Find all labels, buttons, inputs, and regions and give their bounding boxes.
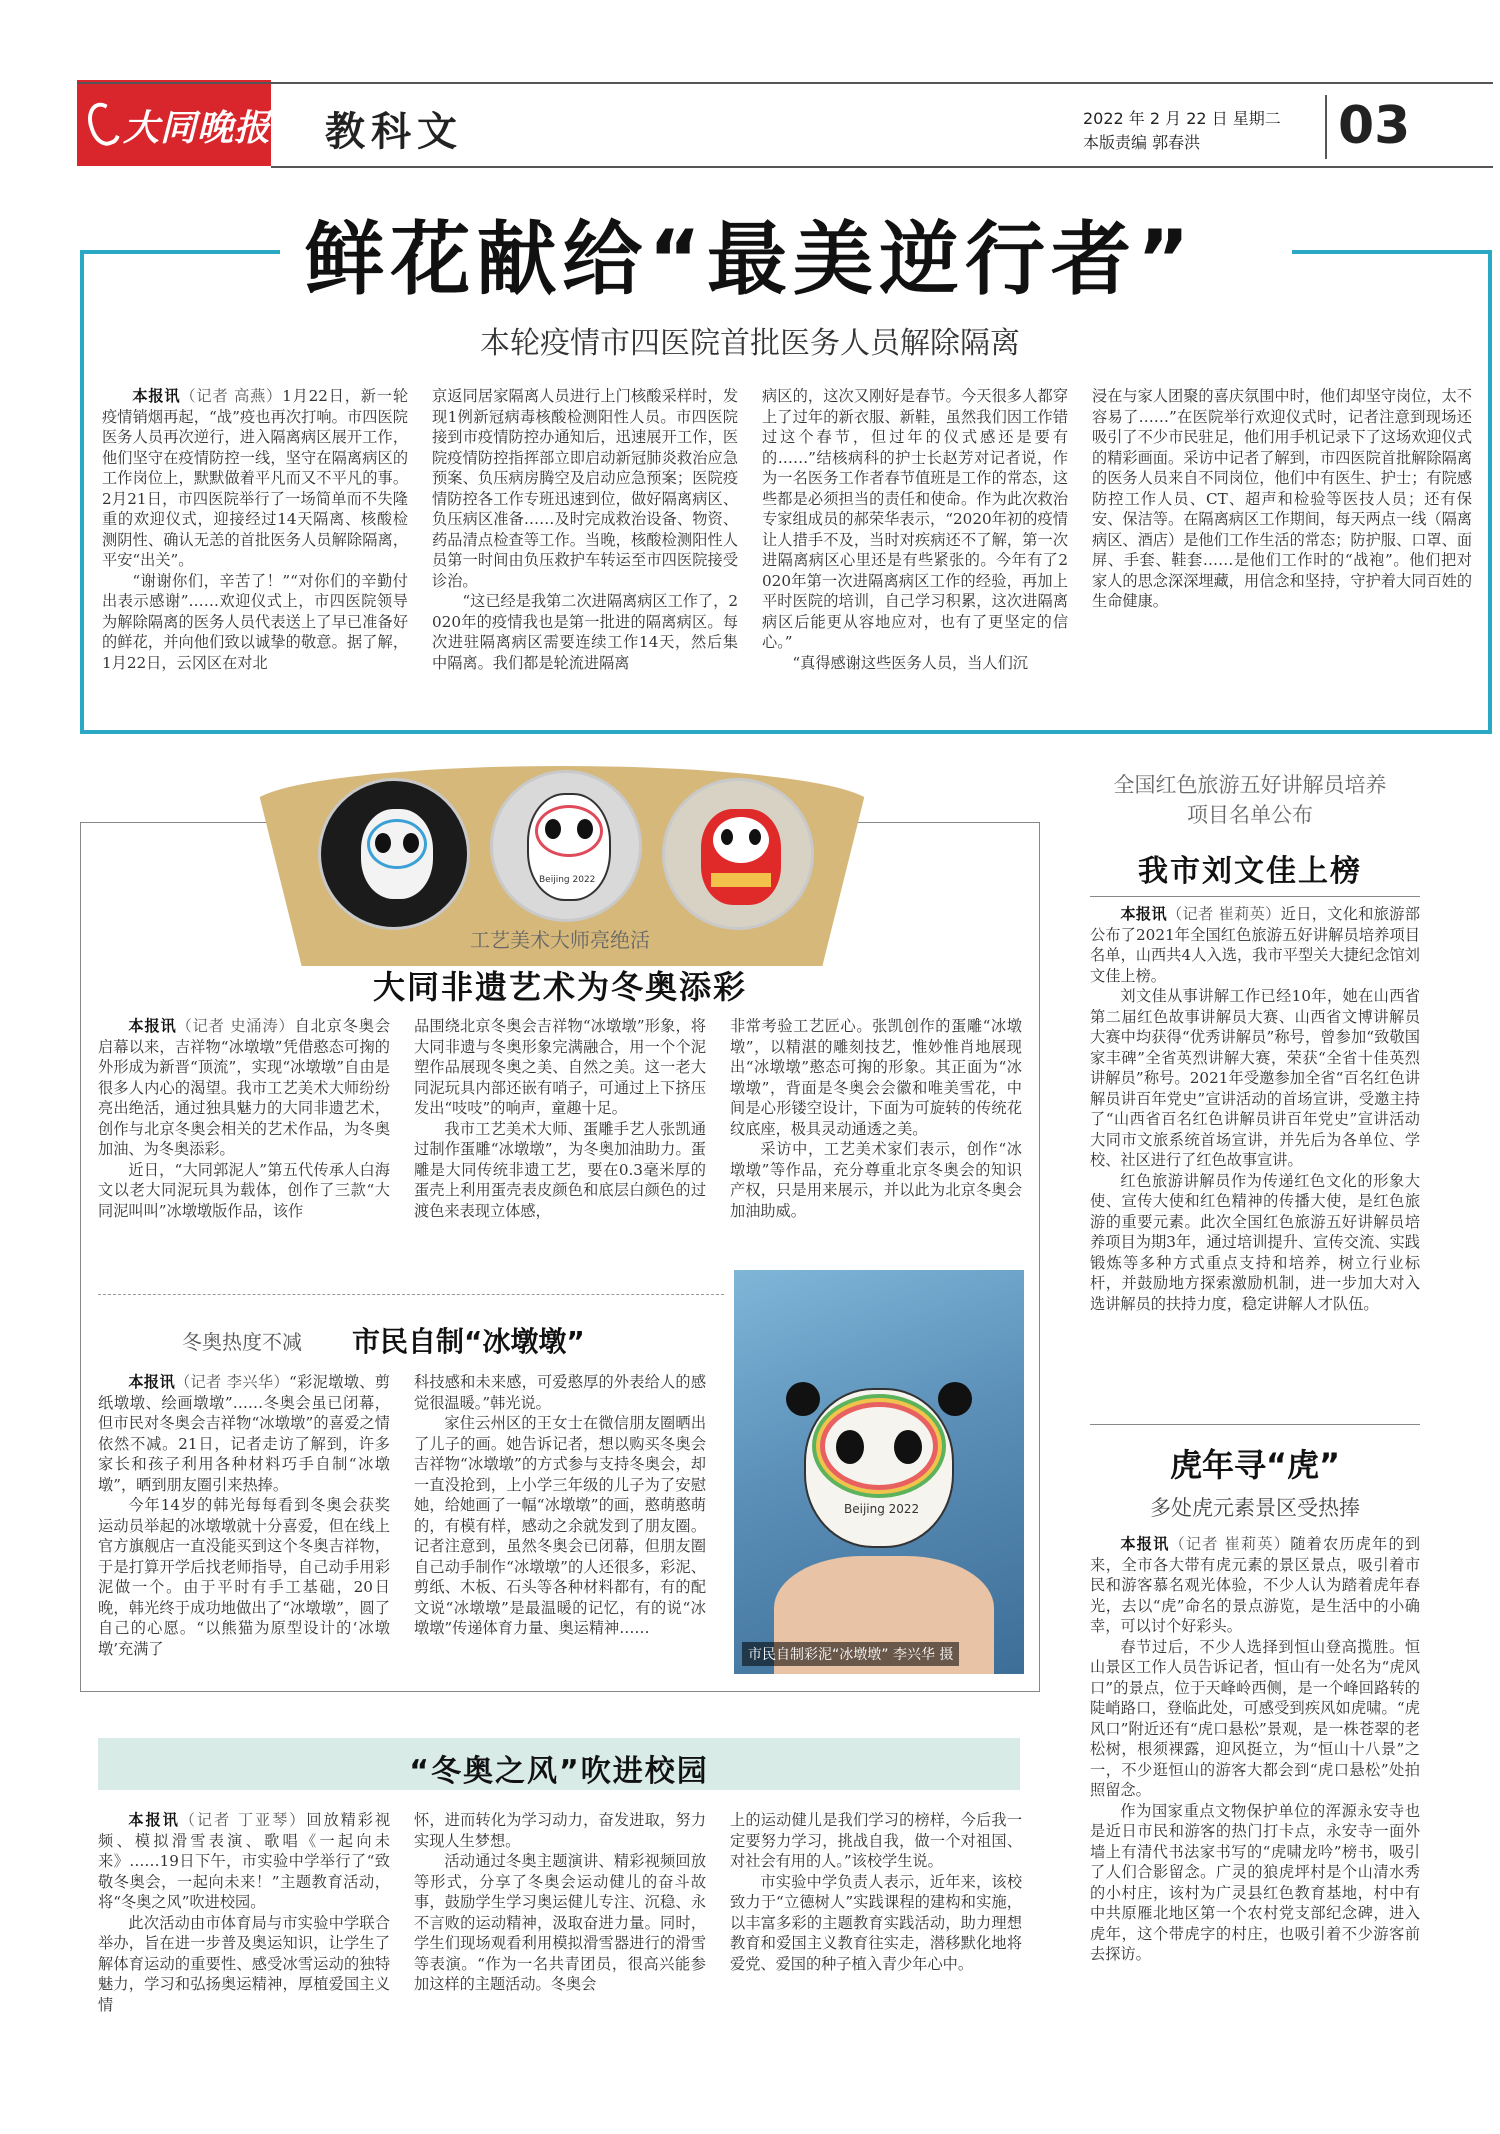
article4-col1 xyxy=(98,1810,390,2090)
article2-byline: （记者 史涌涛） xyxy=(176,1017,295,1035)
masthead-logo xyxy=(77,80,271,166)
article3-photo xyxy=(734,1270,1024,1674)
article1-byline: （记者 高燕） xyxy=(180,387,283,405)
article6-byline: （记者 崔莉英） xyxy=(1169,1535,1291,1553)
article6-title: 虎年寻“虎” xyxy=(1169,1446,1341,1484)
article3-kicker: 冬奥热度不减 xyxy=(182,1330,302,1354)
article2-col3-text: 非常考验工艺匠心。张凯创作的蛋雕“冰墩墩”，以精湛的雕刻技艺，惟妙惟肖地展现出“冰墩墩”憨态可掬的形象。其正面为“冰墩墩”，背面是冬奥会会徽和唯美雪花，中间是心形镂空设计，下面为可旋转的传统花纹底座，极具灵动通透之美。 xyxy=(730,1017,1022,1138)
article1-subtitle: 本轮疫情市四医院首批医务人员解除隔离 xyxy=(480,326,1020,361)
article3-col1b-text: 今年14岁的韩光每每看到冬奥会获奖运动员举起的冰墩墩就十分喜爱，但在线上官方旗舰店一直没能买到这个冬奥吉祥物，于是打算开学后找老师指导，自己动手用彩泥做一个。由于平时有手工基础，20日晚，韩光终于成功地做出了“冰墩墩”，圆了自己的心愿。“以熊猫为原型设计的‘冰墩墩’充满了 xyxy=(98,1496,390,1658)
article2-kicker: 工艺美术大师亮绝活 xyxy=(470,928,650,952)
date-line: 2022 年 2 月 22 日 星期二 xyxy=(1083,109,1281,128)
article6-col1b-text: 春节过后，不少人选择到恒山登高揽胜。恒山景区工作人员告诉记者，恒山有一处名为“虎风口”的景点，位于天峰岭西侧，是一个峰回路转的陡峭路口，登临此处，可感受到疾风如虎啸。“虎风口”附近还有“虎口悬松”景观，是一株苍翠的老松树，根须裸露，迎风挺立，为“恒山十八景”之一，不少逛恒山的游客大都会到“虎口悬松”处拍照留念。 xyxy=(1090,1637,1420,1799)
article1-col1b-text: “谢谢你们，辛苦了！”“对你们的辛勤付出表示感谢”……欢迎仪式上，市四医院领导为解除隔离的医务人员代表送上了早已准备好的鲜花，并向他们致以诚挚的敬意。据了解，1月22日，云冈区在对北 xyxy=(102,571,408,672)
article3-col2 xyxy=(414,1372,706,1672)
article1-title: 鲜花献给“最美逆行者” xyxy=(304,213,1196,306)
article3-lead: 本报讯 xyxy=(128,1373,176,1391)
article3-col2-text: 科技感和未来感，可爱憨厚的外表给人的感觉很温暖。”韩光说。 xyxy=(414,1373,706,1412)
article5-col1-text: 近日，文化和旅游部公布了2021年全国红色旅游五好讲解员培养项目名单，山西共4人入选，我市平型关大捷纪念馆刘文佳上榜。 xyxy=(1090,905,1420,985)
logo-emblem-icon xyxy=(82,98,125,150)
article3-title: 市民自制“冰墩墩” xyxy=(352,1325,585,1358)
article1-col2-text: 京返同居家隔离人员进行上门核酸采样时，发现1例新冠病毒核酸检测阳性人员。市四医院接到市疫情防控办通知后，迅速展开工作，医院疫情防控指挥部立即启动新冠肺炎救治应急预案、负压病房腾空及启动应急预案；医院疫情防控各工作专班迅速到位，做好隔离病区、负压病区准备……及时完成救治设备、物资、药品清点检查等工作。当晚，核酸检测阳性人员第一时间由负压救护车转运至市四医院接受诊治。 xyxy=(432,387,738,590)
article3-photo-caption: 市民自制彩泥“冰墩墩” 李兴华 摄 xyxy=(742,1642,959,1666)
article1-col2b-text: “这已经是我第二次进隔离病区工作了，2020年的疫情我也是第一批进的隔离病区。每次进驻隔离病区需要连续工作14天，然后集中隔离。我们都是轮流进隔离 xyxy=(432,592,738,672)
article5-byline: （记者 崔莉英） xyxy=(1166,905,1281,923)
article5-title: 我市刘文佳上榜 xyxy=(1138,854,1362,889)
article2-col1b-text: 近日，“大同郭泥人”第五代传承人白海文以老大同泥玩具为载体，创作了三款“大同泥叫叫”冰墩墩版作品，该作 xyxy=(98,1160,390,1220)
article4-byline: （记者 丁亚琴） xyxy=(179,1811,307,1829)
article2-lead: 本报讯 xyxy=(128,1017,177,1035)
article4-col2 xyxy=(414,1810,706,2090)
article4-col3-text: 上的运动健儿是我们学习的榜样，今后我一定要努力学习，挑战自我，做一个对祖国、对社会有用的人。”该校学生说。 xyxy=(730,1811,1022,1870)
article5-col1 xyxy=(1090,904,1420,1404)
dwen-photo-right xyxy=(662,778,814,930)
dwen-photo-left xyxy=(318,778,470,930)
article3-col1-text: “彩泥墩墩、剪纸墩墩、绘画墩墩”……冬奥会虽已闭幕，但市民对冬奥会吉祥物“冰墩墩”的喜爱之情依然不减。21日，记者走访了解到，许多家长和孩子利用各种材料巧手自制“冰墩墩”，晒到朋友圈引来热捧。 xyxy=(98,1373,390,1494)
article1-col1-text: 1月22日，新一轮疫情销烟再起，“战”疫也再次打响。市四医院医务人员再次逆行，进入隔离病区展开工作，他们坚守在疫情防控一线，坚守在隔离病区的工作岗位上，默默做着平凡而又不平凡的事。2月21日，市四医院举行了一场简单而不失隆重的欢迎仪式，迎接经过14天隔离、核酸检测阴性、确认无恙的首批医务人员解除隔离，平安“出关”。 xyxy=(102,387,408,569)
article1-col3b-text: “真得感谢这些医务人员，当人们沉 xyxy=(792,653,1028,672)
article2-col1-text: 自北京冬奥会启幕以来，吉祥物“冰墩墩”凭借憨态可掬的外形成为新晋“顶流”，实现“冰墩墩”自由是很多人内心的渴望。我市工艺美术大师纷纷亮出绝活，通过独具魅力的大同非遗艺术，创作与北京冬奥会相关的艺术作品，为冬奥加油、为冬奥添彩。 xyxy=(98,1017,390,1158)
article3-col1 xyxy=(98,1372,390,1672)
article4-col3 xyxy=(730,1810,1022,2090)
article3-photo-label: Beijing 2022 xyxy=(844,1502,920,1516)
article2-col2b-text: 我市工艺美术大师、蛋雕手艺人张凯通过制作蛋雕“冰墩墩”，为冬奥加油助力。蛋雕是大同传统非遗工艺，要在0.3毫米厚的蛋壳上利用蛋壳表皮颜色和底层白颜色的过渡色来表现立体感， xyxy=(414,1119,706,1220)
article4-title: “冬奥之风”吹进校园 xyxy=(409,1754,709,1789)
article1-col3-text: 病区的，这次又刚好是春节。今天很多人都穿上了过年的新衣服、新鞋，虽然我们因工作错过这个春节，但过年的仪式感还是要有的……”结核病科的护士长赵芳对记者说，作为一名医务工作者春节值班是工作的常态，这些都是必须担当的责任和使命。作为此次救治专家组成员的郝荣华表示，“2020年初的疫情让人措手不及，当时对疾病还不了解，第一次进隔离病区心里还是有些紧张的。今年有了2020年第一次进隔离病区工作的经验，再加上平时医院的培训，自己学习积累，这次进隔离病区后能更从容地应对，也有了更坚定的信心。” xyxy=(762,387,1068,651)
article6-col1c-text: 作为国家重点文物保护单位的浑源永安寺也是近日市民和游客的热门打卡点，永安寺一面外墙上有清代书法家书写的“虎啸龙吟”榜书，吸引了人们合影留念。广灵的狼虎坪村是个山清水秀的小村庄，该村为广灵县红色教育基地，村中有中共原雁北地区第一个农村党支部纪念碑，进入虎年，这个带虎字的村庄，也吸引着不少游客前去探访。 xyxy=(1090,1801,1420,1963)
article2-col1 xyxy=(98,1016,390,1266)
article2-col3b-text: 采访中，工艺美术家们表示，创作“冰墩墩”等作品，充分尊重北京冬奥会的知识产权，只是用来展示，并以此为北京冬奥会加油助威。 xyxy=(730,1140,1022,1220)
article5-lead: 本报讯 xyxy=(1120,905,1167,923)
article6-col1-text: 随着农历虎年的到来，全市各大带有虎元素的景区景点，吸引着市民和游客慕名观光体验，不少人认为踏着虎年春光，去以“虎”命名的景点游览，是生活中的小确幸，可以讨个好彩头。 xyxy=(1090,1535,1420,1635)
logo-text: 大同晚报 xyxy=(123,107,272,149)
article1-col4 xyxy=(1092,386,1472,716)
article1-col3 xyxy=(762,386,1068,716)
editor-line: 本版责编 郭春洪 xyxy=(1083,133,1201,152)
article1-col1 xyxy=(102,386,408,716)
article1-col4-text: 浸在与家人团聚的喜庆氛围中时，他们却坚守岗位，太不容易了……”在医院举行欢迎仪式时，记者注意到现场还吸引了不少市民驻足，他们用手机记录下了这场欢迎仪式的精彩画面。采访中记者了解到，市四医院首批解除隔离的医务人员来自不同岗位，他们中有医生、护士；有院感防控工作人员、CT、超声和检验等医技人员；还有保安、保洁等。在隔离病区工作期间，每天两点一线（隔离病区、酒店）是他们工作生活的常态；防护服、口罩、面屏、手套、鞋套……是他们工作时的“战袍”。他们把对家人的思念深深埋藏，用信念和坚持，守护着大同百姓的生命健康。 xyxy=(1092,387,1472,610)
article2-col2 xyxy=(414,1016,706,1266)
dwen-photo-center xyxy=(490,770,642,922)
article6-col1 xyxy=(1090,1534,1420,2100)
article6-subtitle: 多处虎元素景区受热捧 xyxy=(1150,1496,1360,1520)
article4-col1-text: 回放精彩视频、模拟滑雪表演、歌唱《一起向未来》……19日下午，市实验中学举行了“致敬冬奥会，一起向未来！”主题教育活动，将“冬奥之风”吹进校园。 xyxy=(98,1811,390,1911)
article3-col2b-text: 家住云州区的王女士在微信朋友圈晒出了儿子的画。她告诉记者，想以购买冬奥会吉祥物“冰墩墩”的方式参与支持冬奥会，却一直没抢到，上小学三年级的儿子为了安慰她，给她画了一幅“冰墩墩”的画，憨萌憨萌的，有模有样，感动之余就发到了朋友圈。记者注意到，虽然冬奥会已闭幕，但朋友圈自己动手制作“冰墩墩”的人还很多，彩泥、剪纸、木板、石头等各种材料都有，有的配文说“冰墩墩”是最温暖的记忆，有的说“冰墩墩”传递体育力量、奥运精神…… xyxy=(414,1414,706,1637)
article5-col1c-text: 红色旅游讲解员作为传递红色文化的形象大使、宣传大使和红色精神的传播大使，是红色旅游的重要元素。此次全国红色旅游五好讲解员培养项目为期3年，通过培训提升、宣传交流、实践锻炼等多种方式重点支持和培养，树立行业标杆，并鼓励地方探索激励机制，进一步加大对入选讲解员的扶持力度，稳定讲解人才队伍。 xyxy=(1090,1171,1420,1313)
article4-col2b-text: 活动通过冬奥主题演讲、精彩视频回放等形式，分享了冬奥会运动健儿的奋斗故事，鼓励学生学习奥运健儿专注、沉稳、永不言败的运动精神，汲取奋进力量。同时，学生们现场观看利用模拟滑雪器进行的滑雪等表演。“作为一名共青团员，很高兴能参加这样的主题活动。冬奥会 xyxy=(414,1852,706,1993)
dwen-photo-label: Beijing 2022 xyxy=(539,875,596,885)
article2-title: 大同非遗艺术为冬奥添彩 xyxy=(372,968,747,1006)
article2-col3 xyxy=(730,1016,1022,1266)
article3-byline: （记者 李兴华） xyxy=(175,1373,289,1391)
article1-lead: 本报讯 xyxy=(132,387,181,405)
article4-col2-text: 怀，进而转化为学习动力，奋发进取，努力实现人生梦想。 xyxy=(414,1811,706,1850)
article5-col1b-text: 刘文佳从事讲解工作已经10年，她在山西省第二届红色故事讲解员大赛、山西省文博讲解员大赛中均获得“优秀讲解员”称号，曾参加“致敬国家丰碑”全省英烈讲解大赛，荣获“全省十佳英烈讲解员”称号。2021年受邀参加全省“百名红色讲解员讲百年党史”宣讲活动的首场宣讲，受邀主持了“山西省百名红色讲解员讲百年党史”宣讲活动大同市文旅系统首场宣讲，并先后为各单位、学校、社区进行了红色故事宣讲。 xyxy=(1090,987,1420,1169)
article4-lead: 本报讯 xyxy=(128,1811,180,1829)
article6-lead: 本报讯 xyxy=(1120,1535,1170,1553)
page-number: 03 xyxy=(1338,96,1411,156)
article2-col2-text: 品围绕北京冬奥会吉祥物“冰墩墩”形象，将大同非遗与冬奥形象完满融合，用一个个泥塑作品展现冬奥之美、自然之美。这一老大同泥玩具内部还嵌有哨子，可通过上下挤压发出“吱吱”的响声，童趣十足。 xyxy=(414,1017,706,1117)
article4-col3b-text: 市实验中学负责人表示，近年来，该校致力于“立德树人”实践课程的建构和实施，以丰富多彩的主题教育实践活动，助力理想教育和爱国主义教育往实走，潜移默化地将爱党、爱国的种子植入青少年心中。 xyxy=(730,1872,1022,1973)
article4-col1b-text: 此次活动由市体育局与市实验中学联合举办，旨在进一步普及奥运知识，让学生了解体育运动的重要性、感受冰雪运动的独特魅力，学习和弘扬奥运精神，厚植爱国主义情 xyxy=(98,1913,390,2014)
article1-col2 xyxy=(432,386,738,716)
section-name: 教科文 xyxy=(325,108,463,155)
article5-kicker: 全国红色旅游五好讲解员培养项目名单公布 xyxy=(1113,773,1387,827)
